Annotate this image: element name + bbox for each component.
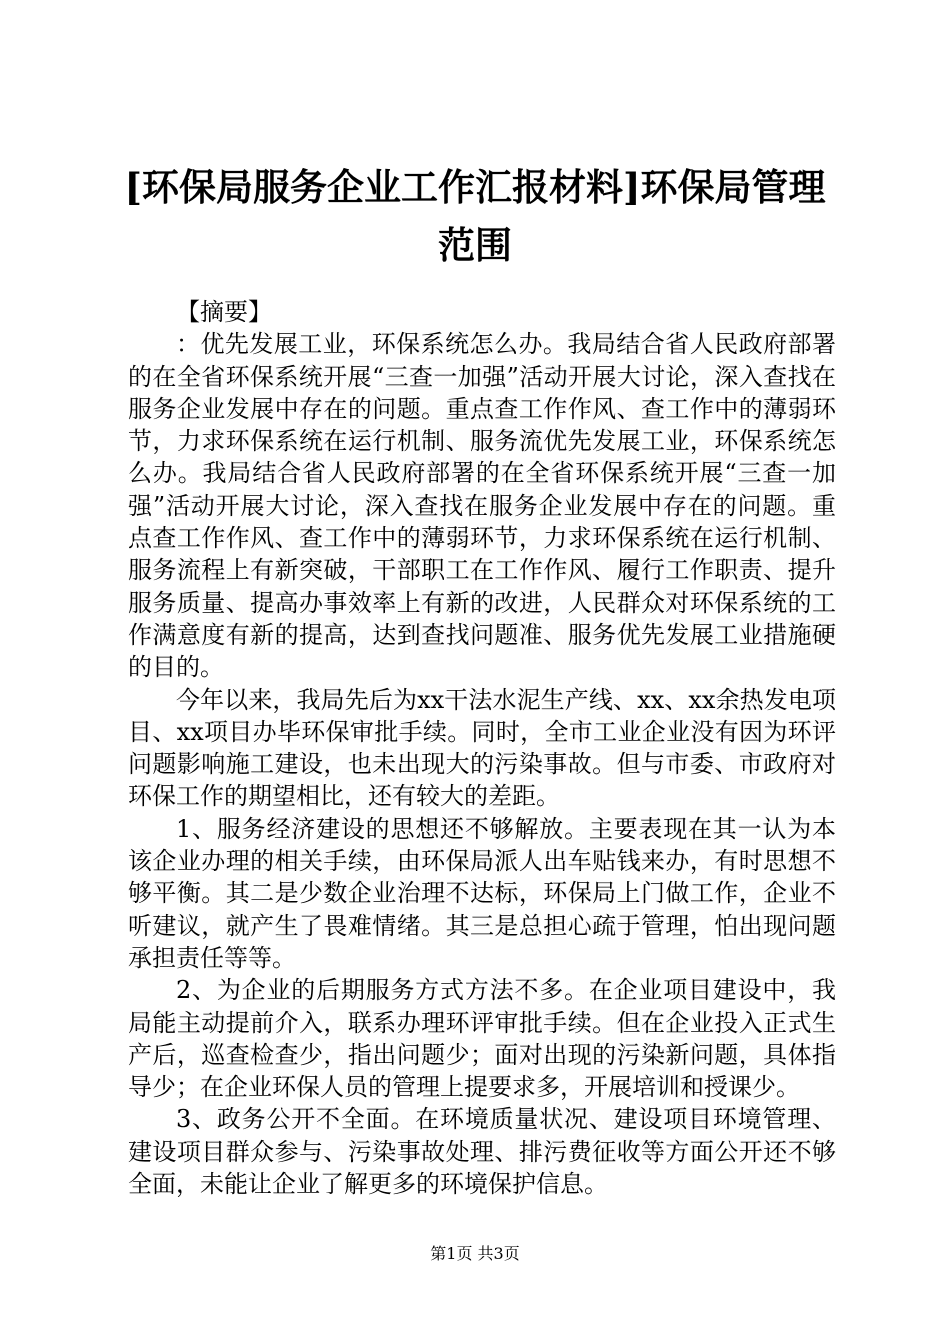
page-indicator: 第1页 共3页 [430,1244,520,1263]
document-body [128,296,836,1200]
paragraph-issue-2: 2、为企业的后期服务方式方法不多。在企业项目建设中，我局能主动提前介入，联系办理环评审批手续。但在企业投入正式生产后，巡查检查少，指出问题少；面对出现的污染新问题，具体指导少；在企业环保人员的管理上提要求多，开展培训和授课少。 [128,976,836,1102]
document-title: [环保局服务企业工作汇报材料]环保局管理范围 [124,165,826,267]
page-footer [0,1244,950,1264]
paragraph-issue-1: 1、服务经济建设的思想还不够解放。主要表现在其一认为本该企业办理的相关手续，由环保局派人出车贴钱来办，有时思想不够平衡。其二是少数企业治理不达标，环保局上门做工作，企业不听建议，就产生了畏难情绪。其三是总担心疏于管理，怕出现问题承担责任等等。 [128,814,836,972]
paragraph-issue-3: 3、政务公开不全面。在环境质量状况、建设项目环境管理、建设项目群众参与、污染事故处理、排污费征收等方面公开还不够全面，未能让企业了解更多的环境保护信息。 [128,1105,836,1199]
paragraph-overview: 今年以来，我局先后为xx干法水泥生产线、xx、xx余热发电项目、xx项目办毕环保审批手续。同时，全市工业企业没有因为环评问题影响施工建设，也未出现大的污染事故。但与市委、市政府对环保工作的期望相比，还有较大的差距。 [128,685,836,811]
paragraph-abstract: ：优先发展工业，环保系统怎么办。我局结合省人民政府部署的在全省环保系统开展“三查一加强”活动开展大讨论，深入查找在服务企业发展中存在的问题。重点查工作作风、查工作中的薄弱环节，力求环保系统在运行机制、服务流优先发展工业，环保系统怎么办。我局结合省人民政府部署的在全省环保系统开展“三查一加强”活动开展大讨论，深入查找在服务企业发展中存在的问题。重点查工作作风、查工作中的薄弱环节，力求环保系统在运行机制、服务流程上有新突破，干部职工在工作作风、履行工作职责、提升服务质量、提高办事效率上有新的改进，人民群众对环保系统的工作满意度有新的提高，达到查找问题准、服务优先发展工业措施硬的目的。 [128,330,836,682]
abstract-heading: 【摘要】 [176,298,272,326]
